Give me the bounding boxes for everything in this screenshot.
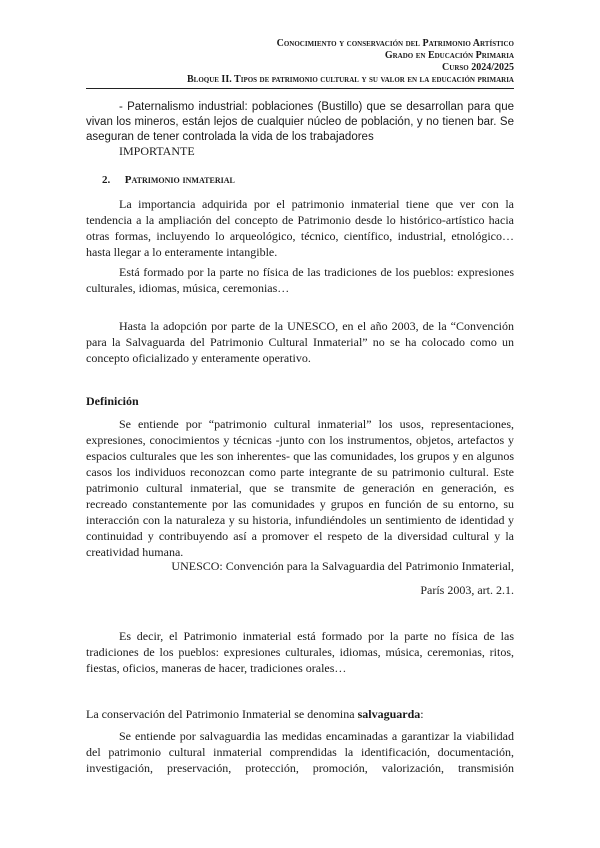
paragraph-unesco-adoption: Hasta la adopción por parte de la UNESCO, en el año 2003, de la “Convención para la Salvaguarda del Patrimonio Cultural Inmaterial” no se ha colocado como un concepto oficializado y enteramente operativo. [86,319,514,365]
citation-line-1: UNESCO: Convención para la Salvaguardia del Patrimonio Inmaterial, [171,559,514,573]
section-number: 2. [102,174,111,186]
note-important: IMPORTANTE [119,144,195,158]
definition-quote: Se entiende por “patrimonio cultural inmaterial” los usos, representaciones, expresiones, conocimientos y técnicas -junto con los instrumentos, objetos, artefactos y espacios culturales que les son inherentes- que las comunidades, los grupos y en algunos casos los individuos reconozcan como parte integrante de su patrimonio cultural. Este patrimonio cultural inmaterial, que se transmite de generación en generación, es recreado constantemente por las comunidades y grupos en función de su entorno, su interacción con la naturaleza y su historia, infundiéndoles un sentimiento de identidad y continuidad y contribuyendo así a promover el respeto de la diversidad cultural y la creatividad humana. [86,417,514,559]
section-heading [86,172,514,188]
citation-line-2: París 2003, art. 2.1. [420,583,514,597]
paragraph-summary: Es decir, el Patrimonio inmaterial está formado por la parte no física de las tradiciones de los pueblos: expresiones culturales, idiomas, música, ceremonias, ritos, fiestas, oficios, maneras de hacer, tradiciones orales… [86,629,514,675]
salvaguarda-term: salvaguarda [357,707,421,721]
definition-heading: Definición [86,394,139,408]
header-degree: Grado en Educación Primaria [384,50,514,61]
header-course-title: Conocimiento y conservación del Patrimonio Artístico [276,38,514,49]
header-divider [86,88,514,89]
header-block-title: Bloque II. Tipos de patrimonio cultural y su valor en la educación primaria [186,74,514,85]
note-paternalismo: - Paternalismo industrial: poblaciones (Bustillo) que se desarrollan para que vivan los mineros, están lejos de cualquier núcleo de población, y no tienen bar. Se aseguran de tener controlada la vida de los trabajadores [86,101,514,143]
salvaguarda-intro: La conservación del Patrimonio Inmaterial se denomina salvaguarda: [86,707,424,721]
paragraph-importance: La importancia adquirida por el patrimonio inmaterial tiene que ver con la tendencia a la ampliación del concepto de Patrimonio desde lo histórico-artístico hacia otras formas, incluyendo lo arqueológico, técnico, científico, industrial, etnológico… hasta llegar a lo enteramente intangible. [86,197,514,259]
paragraph-salvaguarda-definition: Se entiende por salvaguardia las medidas encaminadas a garantizar la viabilidad del patrimonio cultural inmaterial comprendidas la identificación, documentación, investigación, preservación, protección, promoción, valorización, transmisión [86,729,514,775]
section-title: Patrimonio inmaterial [124,174,235,186]
header-year: Curso 2024/2025 [442,62,514,73]
paragraph-formed-by: Está formado por la parte no física de las tradiciones de los pueblos: expresiones culturales, idiomas, música, ceremonias… [86,265,514,295]
